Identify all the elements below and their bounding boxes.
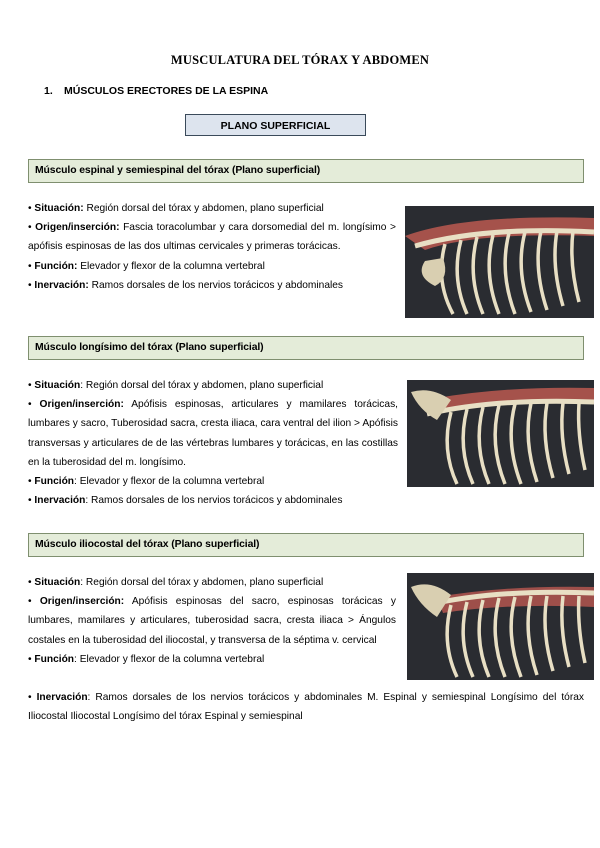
muscle-block-espinal [28,199,396,295]
inervacion-text: : Ramos dorsales de los nervios torácicos y abdominales M. Espinal y semiespinal Longísimo del tórax Iliocostal Iliocostal Longísimo del tórax Espinal y semiespinal [28,692,584,723]
section-label: MÚSCULOS ERECTORES DE LA ESPINA [64,85,269,97]
situacion-text: : Región dorsal del tórax y abdomen, plano superficial [80,380,324,391]
muscle-block-iliocostal-inervacion [28,688,584,726]
origen-line: • Origen/inserción: Apófisis espinosas, articulares y mamilares torácicas, lumbares y sacro, Tuberosidad sacra, cresta iliaca, cara ventral del ilion > Apófisis transversas y articulares de de las vértebras lumbares y torácicas, en las costillas en la tuberosidad del m. longísimo. [28,399,398,468]
funcion-label: Función [34,653,75,665]
origen-line: • Origen/inserción: Apófisis espinosas del sacro, espinosas torácicas y lumbares, mamilares y articulares, tuberosidad sacra, cresta iliaca > Ángulos costales en la tuberosidad del iliocostal, y transversa de la séptima v. cervical [28,596,396,646]
section-number: 1. [44,85,53,97]
section-heading [44,85,268,97]
thorax-skeleton-longissimus-image [407,380,594,487]
thorax-skeleton-spinalis-image [405,206,594,318]
inervacion-text: Ramos dorsales de los nervios torácicos y abdominales [88,279,344,291]
situacion-text: : Región dorsal del tórax y abdomen, plano superficial [80,577,324,588]
document-title: MUSCULATURA DEL TÓRAX Y ABDOMEN [170,53,430,67]
muscle-header-longisimo: Músculo longísimo del tórax (Plano superficial) [28,336,584,360]
situacion-line: • Situación: Región dorsal del tórax y abdomen, plano superficial [28,577,324,588]
funcion-text: Elevador y flexor de la columna vertebral [77,260,265,272]
funcion-text: : Elevador y flexor de la columna vertebral [74,653,265,665]
inervacion-label: Inervación [34,495,86,507]
inervacion-line: • Inervación: Ramos dorsales de los nervios torácicos y abdominales [28,495,343,507]
muscle-block-iliocostal [28,573,396,669]
plano-label-box: PLANO SUPERFICIAL [185,114,366,136]
origen-line: • Origen/inserción: Fascia toracolumbar y cara dorsomedial del m. longísimo > apófisis espinosas de las dos ultimas cervicales y primeras torácicas. [28,222,396,253]
origen-label: Origen/inserción: [39,596,125,608]
inervacion-label: Inervación: [34,279,89,291]
origen-label: Origen/inserción: [39,399,124,411]
origen-text: Apófisis espinosas del sacro, espinosas torácicas y lumbares, mamilares y articulares, tuberosidad sacra, cresta iliaca > Ángulos costales en la tuberosidad del iliocostal, y transversa de la séptima v. cervical [28,596,396,646]
muscle-header-espinal: Músculo espinal y semiespinal del tórax (Plano superficial) [28,159,584,183]
thorax-skeleton-iliocostalis-image [407,573,594,680]
inervacion-line: • Inervación: Ramos dorsales de los nervios torácicos y abdominales [28,279,344,291]
muscle-header-iliocostal: Músculo iliocostal del tórax (Plano superficial) [28,533,584,557]
situacion-label: Situación [34,380,81,391]
funcion-label: Función [34,476,75,488]
inervacion-line: • Inervación: Ramos dorsales de los nervios torácicos y abdominales M. Espinal y semiespinal Longísimo del tórax Iliocostal Iliocostal Longísimo del tórax Espinal y semiespinal [28,692,584,723]
funcion-text: : Elevador y flexor de la columna vertebral [74,476,265,488]
inervacion-label: Inervación [36,692,88,703]
inervacion-text: : Ramos dorsales de los nervios torácicos y abdominales [85,495,343,507]
situacion-text: Región dorsal del tórax y abdomen, plano superficial [83,203,324,214]
origen-text: Apófisis espinosas, articulares y mamilares torácicas, lumbares y sacro, Tuberosidad sacra, cresta iliaca, cara ventral del ilion > Apófisis transversas y articulares de de las vértebras lumbares y torácicas, en las costillas en la tuberosidad del m. longísimo. [28,399,398,468]
funcion-label: Función: [34,260,78,272]
situacion-label: Situación: [34,203,84,214]
situacion-label: Situación [34,577,81,588]
muscle-block-longisimo [28,376,398,510]
funcion-line: • Función: Elevador y flexor de la columna vertebral [28,260,265,272]
funcion-line: • Función: Elevador y flexor de la columna vertebral [28,476,265,488]
funcion-line: • Función: Elevador y flexor de la columna vertebral [28,653,265,665]
situacion-line: • Situación: Región dorsal del tórax y abdomen, plano superficial [28,380,324,391]
origen-label: Origen/inserción: [35,222,120,234]
origen-text: Fascia toracolumbar y cara dorsomedial del m. longísimo > apófisis espinosas de las dos ultimas cervicales y primeras torácicas. [28,222,396,253]
situacion-line: • Situación: Región dorsal del tórax y abdomen, plano superficial [28,203,324,214]
